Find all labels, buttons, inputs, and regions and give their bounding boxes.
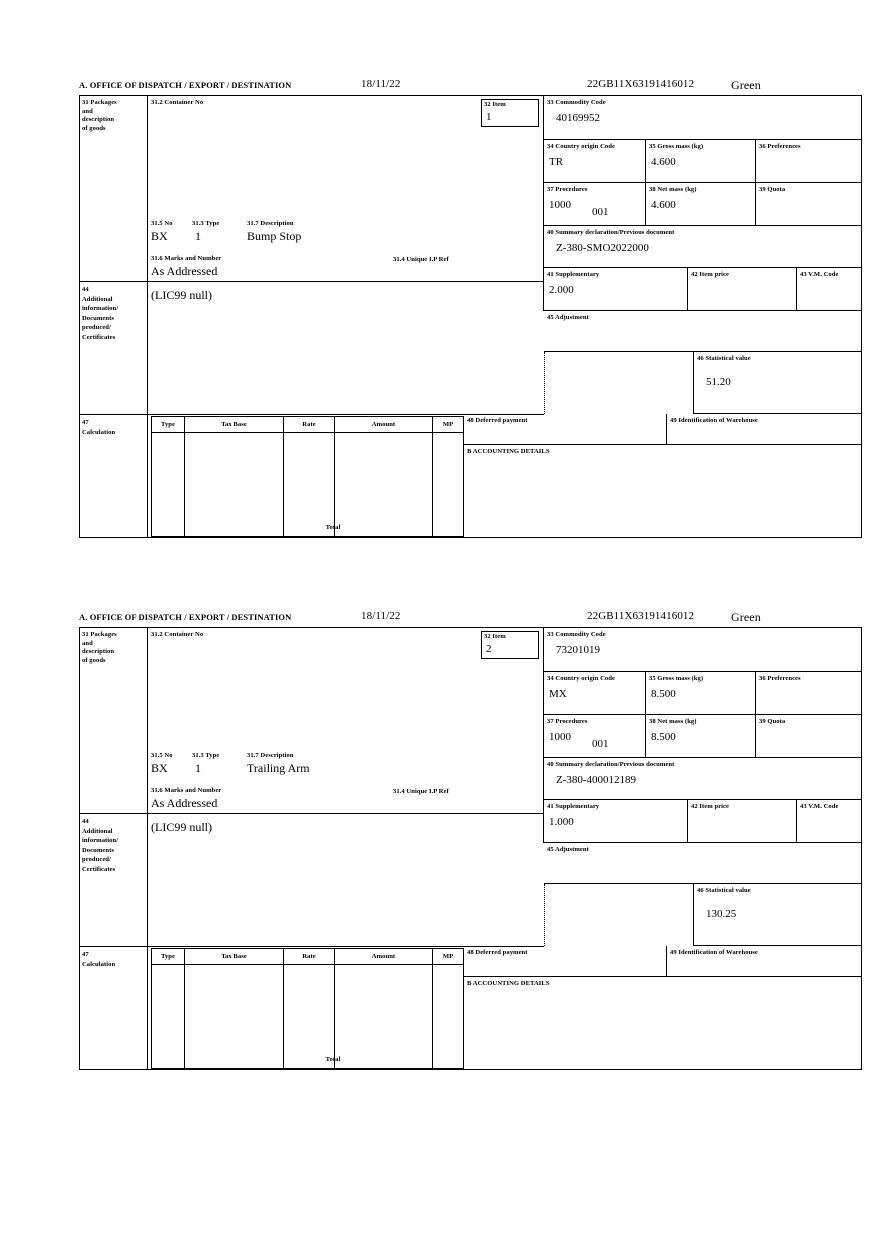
- calc-cell-rate: [284, 433, 335, 537]
- marks-and-number-value: As Addressed: [151, 264, 218, 278]
- movement-reference-number: 22GB11X63191416012: [587, 610, 695, 622]
- box-36-preferences: [756, 672, 861, 715]
- divider-44-label: [147, 281, 148, 414]
- deferred-payment-value: [464, 426, 666, 428]
- box-31-4-label: 31.4 Unique I.P Ref: [393, 256, 449, 263]
- net-mass-value: 8.500: [651, 730, 676, 743]
- office-of-dispatch-label: A. OFFICE OF DISPATCH / EXPORT / DESTINATION: [79, 80, 292, 90]
- calc-col-taxbase-header: Tax Base: [185, 416, 284, 433]
- commodity-code-value: 73201019: [556, 643, 600, 656]
- box-46-statistical-value: [693, 352, 861, 414]
- box-34-label: 34 Country origin Code: [547, 143, 615, 150]
- procedure-code-value: 1000: [549, 198, 571, 211]
- box-44-label: 44 Additional information/ Documents produced/ Certificates: [82, 818, 119, 873]
- movement-reference-number: 22GB11X63191416012: [587, 78, 695, 90]
- box-47-label: 47 Calculation: [82, 951, 116, 968]
- box-39-quota: [756, 183, 861, 226]
- box-34-country-origin: [544, 672, 646, 715]
- declaration-date: 18/11/22: [361, 610, 401, 622]
- calc-col-type-header: Type: [151, 416, 185, 433]
- supplementary-units-value: 2.000: [549, 283, 574, 296]
- box-38-label: 38 Net mass (kg): [649, 186, 697, 193]
- box-41-label: 41 Supplementary: [547, 803, 600, 810]
- box-39-quota: [756, 715, 861, 758]
- box-43-vm-code: [797, 800, 861, 843]
- box-41-label: 41 Supplementary: [547, 271, 600, 278]
- box-42-label: 42 Item price: [691, 803, 730, 810]
- box-43-label: 43 V.M. Code: [800, 803, 839, 810]
- item-price-value: [688, 280, 796, 284]
- box-43-vm-code: [797, 268, 861, 311]
- route-status: Green: [731, 610, 761, 624]
- box-33-commodity-code: [544, 96, 861, 140]
- box-38-label: 38 Net mass (kg): [649, 718, 697, 725]
- calc-col-amount-header: Amount: [335, 416, 433, 433]
- box-42-label: 42 Item price: [691, 271, 730, 278]
- country-origin-value: TR: [549, 155, 564, 168]
- box-41-supplementary: [544, 800, 688, 843]
- box-37-label: 37 Procedures: [547, 718, 588, 725]
- box-34-label: 34 Country origin Code: [547, 675, 615, 682]
- supplementary-units-value: 1.000: [549, 815, 574, 828]
- box-40-label: 40 Summary declaration/Previous document: [547, 761, 675, 768]
- warehouse-id-value: [667, 958, 861, 960]
- box-31-6-label: 31.6 Marks and Number: [151, 787, 222, 794]
- box-45-label: 45 Adjustment: [547, 846, 589, 853]
- calc-col-rate-header: Rate: [284, 416, 335, 433]
- box-35-label: 35 Gross mass (kg): [649, 143, 704, 150]
- calc-col-amount-header: Amount: [335, 948, 433, 965]
- calc-cell-amount: [335, 433, 433, 537]
- box-33-label: 33 Commodity Code: [547, 99, 606, 106]
- box-36-preferences: [756, 140, 861, 183]
- box-33-commodity-code: [544, 628, 861, 672]
- box-31-7-label: 31.7 Description: [247, 220, 294, 227]
- calc-col-type-header: Type: [151, 948, 185, 965]
- calc-cell-mp: [433, 433, 464, 537]
- box-48-deferred-payment: [464, 946, 667, 977]
- calc-total-label: Total: [325, 1056, 341, 1063]
- preferences-value: [756, 152, 861, 156]
- previous-document-value: Z-380-400012189: [556, 773, 637, 786]
- package-no-value: BX: [151, 229, 168, 243]
- calc-col-taxbase-header: Tax Base: [185, 948, 284, 965]
- statistical-value-value: 130.25: [706, 907, 737, 920]
- box-37-procedures: [544, 183, 646, 226]
- box-32-item: [481, 631, 539, 659]
- box-33-label: 33 Commodity Code: [547, 631, 606, 638]
- divider-dotted-46: [544, 884, 545, 946]
- box-31-3-label: 31.3 Type: [192, 220, 220, 227]
- box-31-2-label: 31.2 Container No: [151, 631, 204, 638]
- warehouse-id-value: [667, 426, 861, 428]
- package-description-value: Trailing Arm: [247, 761, 310, 775]
- box-45-label: 45 Adjustment: [547, 314, 589, 321]
- calc-cell-type: [151, 433, 185, 537]
- box-47-label: 47 Calculation: [82, 419, 116, 436]
- package-type-value: 1: [195, 229, 201, 243]
- box-38-net-mass: [646, 183, 756, 226]
- gross-mass-value: 8.500: [651, 687, 676, 700]
- item-price-value: [688, 812, 796, 816]
- form-header: [79, 610, 862, 627]
- box-32-item: [481, 99, 539, 127]
- vm-code-value: [797, 280, 861, 284]
- adjustment-value: [544, 323, 861, 327]
- box-35-gross-mass: [646, 140, 756, 183]
- box-39-label: 39 Quota: [759, 186, 786, 193]
- box-43-label: 43 V.M. Code: [800, 271, 839, 278]
- box-35-gross-mass: [646, 672, 756, 715]
- box-b-accounting-label: B ACCOUNTING DETAILS: [467, 448, 550, 455]
- quota-value: [756, 195, 861, 199]
- box-40-previous-document: [544, 226, 861, 268]
- country-origin-value: MX: [549, 687, 567, 700]
- box-37-procedures: [544, 715, 646, 758]
- form-body: [79, 627, 862, 1070]
- divider-31-label: [147, 96, 148, 288]
- box-35-label: 35 Gross mass (kg): [649, 675, 704, 682]
- package-no-value: BX: [151, 761, 168, 775]
- box-36-label: 36 Preferences: [759, 675, 801, 682]
- box-31-5-label: 31.5 No: [151, 752, 173, 759]
- net-mass-value: 4.600: [651, 198, 676, 211]
- procedure-additional-value: 001: [592, 206, 609, 218]
- calc-col-mp-header: MP: [433, 948, 464, 965]
- previous-document-value: Z-380-SMO2022000: [556, 241, 649, 254]
- divider-47-label: [147, 946, 148, 1069]
- vm-code-value: [797, 812, 861, 816]
- deferred-payment-value: [464, 958, 666, 960]
- gross-mass-value: 4.600: [651, 155, 676, 168]
- box-48-deferred-payment: [464, 414, 667, 445]
- office-of-dispatch-label: A. OFFICE OF DISPATCH / EXPORT / DESTINATION: [79, 612, 292, 622]
- box-31-3-label: 31.3 Type: [192, 752, 220, 759]
- box-31-7-label: 31.7 Description: [247, 752, 294, 759]
- box-36-label: 36 Preferences: [759, 143, 801, 150]
- box-38-net-mass: [646, 715, 756, 758]
- box-37-label: 37 Procedures: [547, 186, 588, 193]
- calc-cell-type: [151, 965, 185, 1069]
- box-31-5-label: 31.5 No: [151, 220, 173, 227]
- calc-cell-taxbase: [185, 433, 284, 537]
- commodity-code-value: 40169952: [556, 111, 600, 124]
- box-49-warehouse: [667, 414, 861, 445]
- route-status: Green: [731, 78, 761, 92]
- box-b-accounting-label: B ACCOUNTING DETAILS: [467, 980, 550, 987]
- box-46-statistical-value: [693, 884, 861, 946]
- box-31-2-label: 31.2 Container No: [151, 99, 204, 106]
- divider-31-44: [80, 281, 544, 282]
- box-34-country-origin: [544, 140, 646, 183]
- item-number-value: 2: [486, 642, 492, 655]
- divider-31-label: [147, 628, 148, 820]
- statistical-value-value: 51.20: [706, 375, 731, 388]
- calc-col-rate-header: Rate: [284, 948, 335, 965]
- calc-cell-amount: [335, 965, 433, 1069]
- box-44-label: 44 Additional information/ Documents produced/ Certificates: [82, 286, 119, 341]
- package-type-value: 1: [195, 761, 201, 775]
- box-42-item-price: [688, 800, 797, 843]
- adjustment-value: [544, 855, 861, 859]
- box-46-label: 46 Statistical value: [697, 355, 751, 362]
- box-31-4-label: 31.4 Unique I.P Ref: [393, 788, 449, 795]
- calc-cell-mp: [433, 965, 464, 1069]
- box-41-supplementary: [544, 268, 688, 311]
- box-49-label: 49 Identification of Warehouse: [670, 417, 758, 424]
- customs-form-item-2: [79, 610, 862, 1070]
- package-description-value: Bump Stop: [247, 229, 302, 243]
- box-31-label: 31 Packages and description of goods: [82, 631, 117, 664]
- box-31-label: 31 Packages and description of goods: [82, 99, 117, 132]
- box-46-label: 46 Statistical value: [697, 887, 751, 894]
- box-48-label: 48 Deferred payment: [467, 949, 528, 956]
- box-32-label: 32 Item: [484, 101, 506, 108]
- procedure-additional-value: 001: [592, 738, 609, 750]
- box-48-label: 48 Deferred payment: [467, 417, 528, 424]
- calc-col-mp-header: MP: [433, 416, 464, 433]
- item-number-value: 1: [486, 110, 492, 123]
- customs-form-item-1: [79, 78, 862, 538]
- box-42-item-price: [688, 268, 797, 311]
- procedure-code-value: 1000: [549, 730, 571, 743]
- box-49-label: 49 Identification of Warehouse: [670, 949, 758, 956]
- additional-information-value: (LIC99 null): [151, 288, 212, 302]
- divider-31-44: [80, 813, 544, 814]
- box-39-label: 39 Quota: [759, 718, 786, 725]
- box-32-label: 32 Item: [484, 633, 506, 640]
- form-body: [79, 95, 862, 538]
- form-header: [79, 78, 862, 95]
- divider-47-label: [147, 414, 148, 537]
- calc-cell-rate: [284, 965, 335, 1069]
- marks-and-number-value: As Addressed: [151, 796, 218, 810]
- box-31-6-label: 31.6 Marks and Number: [151, 255, 222, 262]
- preferences-value: [756, 684, 861, 688]
- divider-44-label: [147, 813, 148, 946]
- calc-cell-taxbase: [185, 965, 284, 1069]
- box-45-adjustment: [544, 311, 861, 352]
- box-45-adjustment: [544, 843, 861, 884]
- box-40-label: 40 Summary declaration/Previous document: [547, 229, 675, 236]
- box-49-warehouse: [667, 946, 861, 977]
- divider-dotted-46: [544, 352, 545, 414]
- box-40-previous-document: [544, 758, 861, 800]
- quota-value: [756, 727, 861, 731]
- declaration-date: 18/11/22: [361, 78, 401, 90]
- calc-total-label: Total: [325, 524, 341, 531]
- additional-information-value: (LIC99 null): [151, 820, 212, 834]
